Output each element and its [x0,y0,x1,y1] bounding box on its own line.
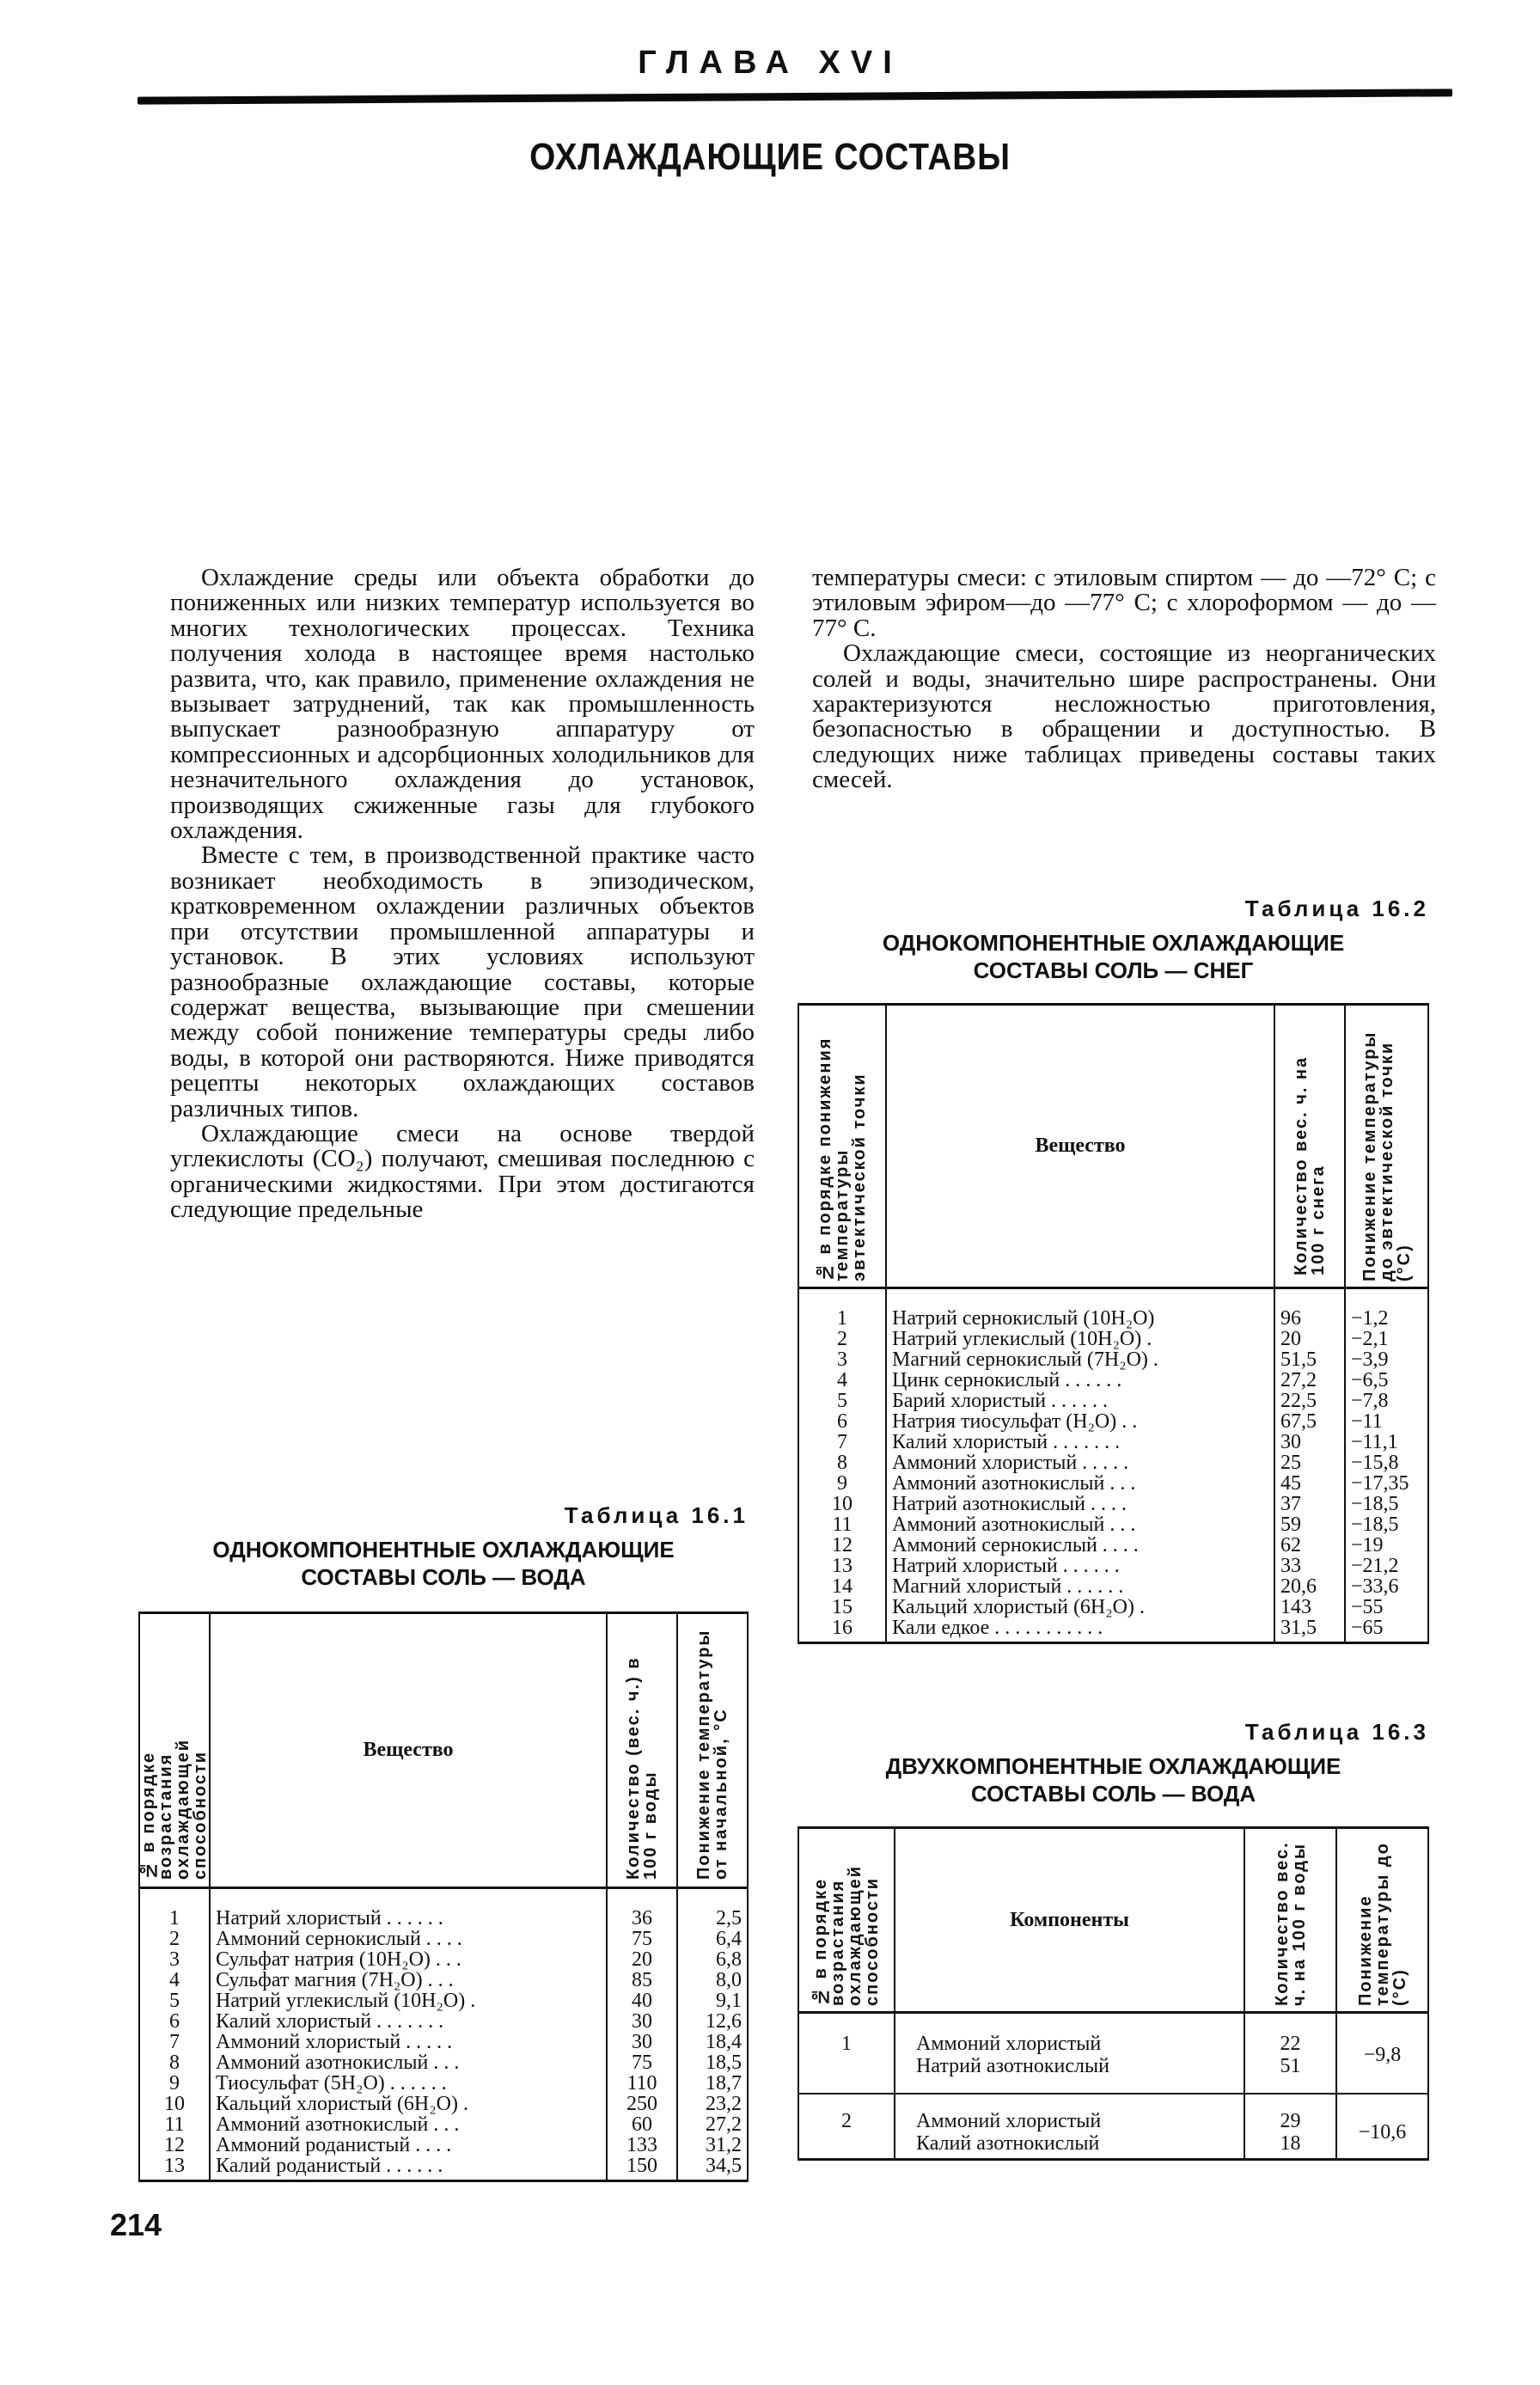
quantity-cell: 67,5 [1274,1411,1345,1432]
column-header: № в порядке возрастания охлаждающей способности [798,1828,895,2013]
substance-cell: Аммоний азотнокислый . . . [886,1473,1274,1494]
quantity-cell: 20 [1274,1329,1345,1349]
row-number: 13 [139,2156,210,2181]
table-row [139,1888,748,1929]
paragraph: Охлаждающие смеси, состоящие из неорганических солей и воды, значительно шире распространены. Они характеризуются несложностью приготовления, безопасностью в обращении и доступностью. В следующих ниже таблицах приведены составы таких смесей. [812,639,1436,794]
substance-cell: Аммоний хлористый . . . . . [886,1452,1274,1473]
table-row [798,1618,1428,1643]
temperature-drop-cell: 31,2 [677,2135,748,2156]
quantity-cell: 31,5 [1274,1618,1345,1643]
row-number: 16 [798,1618,886,1643]
row-number: 6 [139,2011,210,2032]
substance-cell: Натрий углекислый (10H₂O) . [886,1329,1274,1349]
table-row [139,2052,748,2073]
temperature-drop-cell: 12,6 [677,2011,748,2032]
row-number: 15 [798,1597,886,1618]
quantity-cell: 85 [607,1970,677,1991]
paragraph: Охлаждение среды или объекта обработки до пониженных или низких температур используется во многих технологических процессах. Техника получения холода в настоящее время настолько развита, что, как правило, применение охлаждения не вызывает затруднений, так как промышленность выпускает разнообразную аппаратуру от компрессионных и адсорбционных холодильников для незначительного охлаждения до установок, производящих сжиженные газы для глубокого охлаждения. [170,564,755,845]
table-row [798,1411,1428,1432]
row-number: 3 [798,1349,886,1370]
quantity-cell: 20 [607,1949,677,1970]
table-row [139,2156,748,2181]
table-row [798,1576,1428,1597]
substance-cell: Калий хлористый . . . . . . . [886,1432,1274,1452]
column-header: Количество (вес. ч.) в 100 г воды [607,1613,677,1888]
row-number: 14 [798,1576,886,1597]
temperature-drop-cell: −11 [1345,1411,1428,1432]
temperature-drop-cell: 9,1 [677,1991,748,2011]
column-header: Понижение температуры до эвтектической точки (°С) [1345,1005,1428,1288]
column-header: № в порядке возрастания охлаждающей способности [139,1613,210,1888]
quantity-cell: 250 [607,2094,677,2114]
substance-cell: Цинк сернокислый . . . . . . [886,1370,1274,1391]
table-row [139,2073,748,2094]
temperature-drop-cell: −15,8 [1345,1452,1428,1473]
substance-cell: Аммоний сернокислый . . . . [210,1929,607,1949]
paragraph: Охлаждающие смеси на основе твердой углекислоты (CO₂) получают, смешивая последнюю с органическими жидкостями. При этом достигаются следующие предельные [170,1119,755,1224]
table-row [139,2135,748,2156]
quantity-cell: 30 [607,2032,677,2052]
table-16-1 [138,1502,749,2182]
table-row [798,2013,1428,2095]
substance-cell: Барий хлористый . . . . . . [886,1391,1274,1411]
table-row [798,1288,1428,1330]
quantity-cell: 30 [607,2011,677,2032]
temperature-drop-cell: 18,7 [677,2073,748,2094]
table-row [798,1329,1428,1349]
paragraph: температуры смеси: с этиловым спиртом — до —72° С; с этиловым эфиром—до —77° С; с хлороформом — до —77° С. [812,564,1436,642]
right-text-column [812,566,1436,793]
table-row [798,1473,1428,1494]
row-number: 8 [139,2052,210,2073]
paragraph: Вместе с тем, в производственной практике часто возникает необходимость в эпизодическом, кратковременном охлаждении различных объектов при отсутствии промышленной аппаратуры и установок. В этих условиях используют разнообразные охлаждающие составы, которые содержат вещества, вызывающие при смешении между собой понижение температуры среды либо воды, в которой они растворяются. Ниже приводятся рецепты некоторых охлаждающих составов различных типов. [170,841,755,1122]
quantity-cell: 37 [1274,1494,1345,1514]
table-row [798,1556,1428,1576]
table-row [139,1970,748,1991]
quantity-cell: 51,5 [1274,1349,1345,1370]
table-title: ДВУХКОМПОНЕНТНЫЕ ОХЛАЖДАЮЩИЕ СОСТАВЫ СОЛЬ — ВОДА [885,1753,1341,1807]
temperature-drop-cell: 2,5 [677,1888,748,1929]
table-16-3 [798,1719,1429,2161]
component-name: Аммоний хлористый [916,2033,1102,2055]
table-number: Таблица 16.3 [1244,1719,1429,1745]
table-number: Таблица 16.1 [564,1502,749,1528]
quantity-cell: 75 [607,2052,677,2073]
chapter-label: ГЛАВА XVI [638,45,902,81]
temperature-drop-cell: −18,5 [1345,1494,1428,1514]
temperature-drop-cell: 34,5 [677,2156,748,2181]
table-title: ОДНОКОМПОНЕНТНЫЕ ОХЛАЖДАЮЩИЕ СОСТАВЫ СОЛЬ — СНЕГ [882,930,1345,983]
table-row [798,1597,1428,1618]
row-number: 10 [139,2094,210,2114]
row-number: 12 [798,1535,886,1556]
column-header: Понижение температуры до (°С) [1336,1828,1428,2013]
row-number: 13 [798,1556,886,1576]
substance-cell: Аммоний азотнокислый . . . [210,2114,607,2135]
row-number: 2 [139,1929,210,1949]
header-rule [138,89,1452,104]
quantity-cell: 96 [1274,1288,1345,1330]
row-number: 1 [798,2013,895,2095]
row-number: 3 [139,1949,210,1970]
table-row [139,1949,748,1970]
temperature-drop-cell: −6,5 [1345,1370,1428,1391]
quantity-cell: 143 [1274,1597,1345,1618]
substance-cell: Сульфат магния (7H₂O) . . . [210,1970,607,1991]
temperature-drop-cell: 8,0 [677,1970,748,1991]
table-row [139,1929,748,1949]
temperature-drop-cell: −55 [1345,1597,1428,1618]
row-number: 5 [139,1991,210,2011]
quantity-cell: 30 [1274,1432,1345,1452]
substance-cell: Натрий азотнокислый . . . . [886,1494,1274,1514]
substance-cell: Натрия тиосульфат (H₂O) . . [886,1411,1274,1432]
table-row [798,1535,1428,1556]
quantity-cell: 20,6 [1274,1576,1345,1597]
quantity-cell: 22,5 [1274,1391,1345,1411]
table-row [139,2114,748,2135]
column-header: Вещество [210,1613,607,1888]
quantity-cell: 60 [607,2114,677,2135]
temperature-drop-cell: −19 [1345,1535,1428,1556]
row-number: 8 [798,1452,886,1473]
table-row [139,2011,748,2032]
row-number: 9 [139,2073,210,2094]
substance-cell: Магний сернокислый (7H₂O) . [886,1349,1274,1370]
table-row [798,1452,1428,1473]
quantity-cell [1244,2013,1336,2095]
row-number: 11 [798,1514,886,1535]
table-row [139,2094,748,2114]
table-row [798,1494,1428,1514]
row-number: 4 [139,1970,210,1991]
row-number: 6 [798,1411,886,1432]
row-number: 4 [798,1370,886,1391]
row-number: 1 [798,1288,886,1330]
substance-cell: Кальций хлористый (6H₂O) . [210,2094,607,2114]
row-number: 11 [139,2114,210,2135]
substance-cell: Натрий сернокислый (10H₂O) [886,1288,1274,1330]
temperature-drop-cell: 6,8 [677,1949,748,1970]
quantity-cell: 59 [1274,1514,1345,1535]
table-row [798,2094,1428,2160]
temperature-drop-cell: −7,8 [1345,1391,1428,1411]
quantity-cell: 33 [1274,1556,1345,1576]
temperature-drop-cell: −1,2 [1345,1288,1428,1330]
substance-cell: Аммоний сернокислый . . . . [886,1535,1274,1556]
quantity-cell: 36 [607,1888,677,1929]
row-number: 9 [798,1473,886,1494]
table-row [139,2032,748,2052]
table-number: Таблица 16.2 [1244,896,1429,921]
quantity-cell: 62 [1274,1535,1345,1556]
temperature-drop-cell: −2,1 [1345,1329,1428,1349]
temperature-drop-cell: −21,2 [1345,1556,1428,1576]
column-header: Понижение температуры от начальной, °С [677,1613,748,1888]
page-number: 214 [110,2207,162,2242]
data-table [138,1611,749,2182]
quantity-cell: 27,2 [1274,1370,1345,1391]
row-number: 12 [139,2135,210,2156]
component-quantity: 51 [1280,2055,1301,2077]
component-quantity: 29 [1280,2110,1301,2132]
substance-cell: Магний хлористый . . . . . . [886,1576,1274,1597]
components-cell [895,2094,1244,2160]
row-number: 5 [798,1391,886,1411]
quantity-cell: 75 [607,1929,677,1949]
component-name: Калий азотнокислый [916,2132,1100,2155]
column-header: № в порядке понижения температуры эвтектической точки [798,1005,886,1288]
substance-cell: Аммоний азотнокислый . . . [210,2052,607,2073]
quantity-cell: 45 [1274,1473,1345,1494]
table-row [798,1349,1428,1370]
temperature-drop-cell: −3,9 [1345,1349,1428,1370]
substance-cell: Калий хлористый . . . . . . . [210,2011,607,2032]
substance-cell: Натрий углекислый (10H₂O) . [210,1991,607,2011]
column-header: Количество вес. ч. на 100 г воды [1244,1828,1336,2013]
table-row [139,1991,748,2011]
temperature-drop-cell: −17,35 [1345,1473,1428,1494]
quantity-cell: 40 [607,1991,677,2011]
chapter-title: ОХЛАЖДАЮЩИЕ СОСТАВЫ [529,136,1011,178]
quantity-cell: 25 [1274,1452,1345,1473]
temperature-drop-cell: −10,6 [1336,2094,1428,2160]
temperature-drop-cell: 6,4 [677,1929,748,1949]
quantity-cell: 110 [607,2073,677,2094]
left-text-column [170,566,755,1223]
data-table [798,1826,1429,2161]
row-number: 1 [139,1888,210,1929]
column-header: Количество вес. ч. на 100 г снега [1274,1005,1345,1288]
substance-cell: Аммоний азотнокислый . . . [886,1514,1274,1535]
row-number: 10 [798,1494,886,1514]
substance-cell: Натрий хлористый . . . . . . [886,1556,1274,1576]
substance-cell: Кальций хлористый (6H₂O) . [886,1597,1274,1618]
substance-cell: Аммоний хлористый . . . . . [210,2032,607,2052]
table-row [798,1432,1428,1452]
substance-cell: Аммоний роданистый . . . . [210,2135,607,2156]
component-name: Натрий азотнокислый [916,2055,1109,2077]
row-number: 7 [139,2032,210,2052]
component-quantity: 22 [1280,2033,1301,2055]
temperature-drop-cell: 27,2 [677,2114,748,2135]
table-row [798,1370,1428,1391]
components-cell [895,2013,1244,2095]
quantity-cell [1244,2094,1336,2160]
table-row [798,1391,1428,1411]
temperature-drop-cell: −33,6 [1345,1576,1428,1597]
column-header: Вещество [886,1005,1274,1288]
row-number: 7 [798,1432,886,1452]
column-header: Компоненты [895,1828,1244,2013]
row-number: 2 [798,2094,895,2160]
component-name: Аммоний хлористый [916,2110,1102,2132]
temperature-drop-cell: −9,8 [1336,2013,1428,2095]
temperature-drop-cell: 23,2 [677,2094,748,2114]
temperature-drop-cell: 18,4 [677,2032,748,2052]
substance-cell: Тиосульфат (5H₂O) . . . . . . [210,2073,607,2094]
temperature-drop-cell: 18,5 [677,2052,748,2073]
table-16-2 [798,896,1429,1644]
temperature-drop-cell: −18,5 [1345,1514,1428,1535]
table-title: ОДНОКОМПОНЕНТНЫЕ ОХЛАЖДАЮЩИЕ СОСТАВЫ СОЛЬ — ВОДА [212,1537,675,1590]
table-row [798,1514,1428,1535]
substance-cell: Натрий хлористый . . . . . . [210,1888,607,1929]
substance-cell: Кали едкое . . . . . . . . . . . [886,1618,1274,1643]
component-quantity: 18 [1280,2132,1301,2155]
substance-cell: Калий роданистый . . . . . . [210,2156,607,2181]
row-number: 2 [798,1329,886,1349]
temperature-drop-cell: −65 [1345,1618,1428,1643]
substance-cell: Сульфат натрия (10H₂O) . . . [210,1949,607,1970]
data-table [798,1003,1429,1644]
quantity-cell: 133 [607,2135,677,2156]
temperature-drop-cell: −11,1 [1345,1432,1428,1452]
quantity-cell: 150 [607,2156,677,2181]
